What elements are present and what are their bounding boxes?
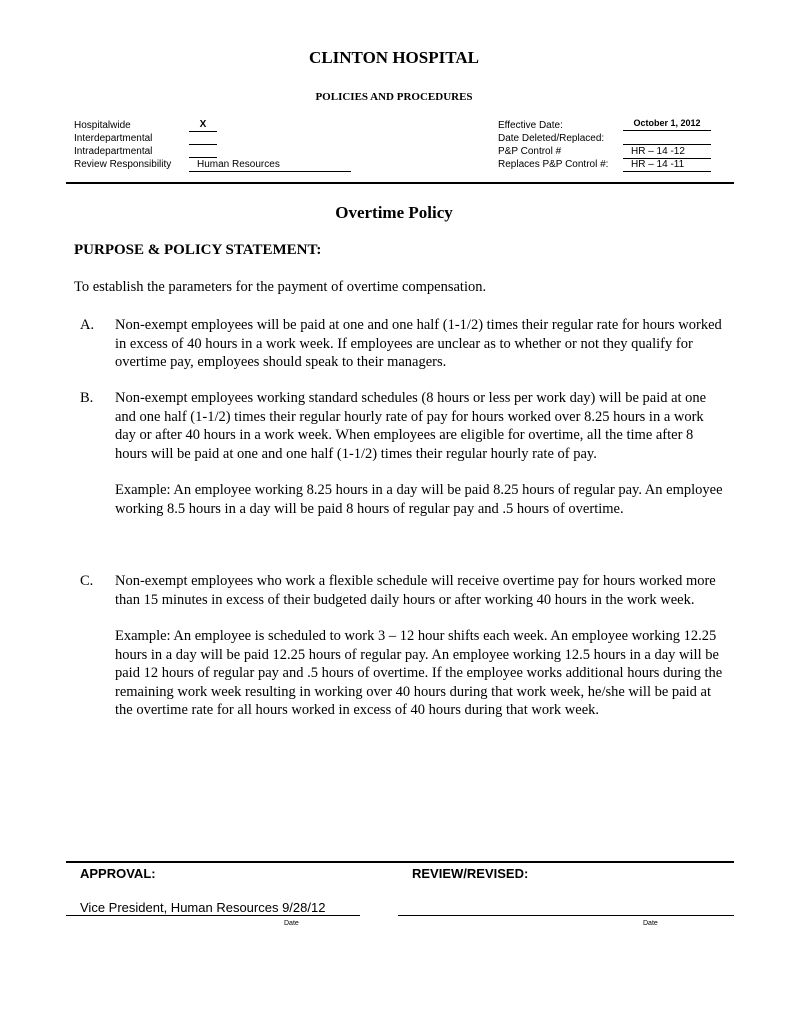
control-value: HR – 14 -12: [623, 145, 711, 159]
approval-label: APPROVAL:: [80, 866, 156, 881]
hospitalwide-label: Hospitalwide: [74, 120, 131, 131]
item-example: Example: An employee is scheduled to work 3 – 12 hour shifts each week. An employee working 12.25 hours in a day will be paid 12.25 hours of regular pay. An employee working 12.5 hours in a day will be paid 12 hours of regular pay and .5 hours of overtime. If the employee works additional hours during the remaining work week resulting in working over 40 hours during that work week, he/she will be paid at the overtime rate for all hours worked in excess of 40 hours during that work week.: [115, 628, 723, 718]
item-text: Non-exempt employees who work a flexible schedule will receive overtime pay for hours worked more than 15 minutes in excess of their budgeted daily hours or after working 40 hours in the work week.: [115, 573, 716, 608]
control-label: P&P Control #: [498, 146, 562, 157]
footer-divider: [66, 861, 734, 863]
approval-signature-line: [66, 915, 360, 916]
header-divider: [66, 182, 734, 184]
review-revised-label: REVIEW/REVISED:: [412, 866, 529, 881]
item-text: Non-exempt employees working standard schedules (8 hours or less per work day) will be paid at one and one half (1-1/2) times their regular hourly rate of pay for hours worked over 8.25 hours in a work day or after 40 hours in a work week. When employees are eligible for overtime, all the time after 8 hours will be paid at one and one half (1-1/2) times their regular hourly rate of pay.: [115, 390, 707, 462]
interdepartmental-line: [189, 144, 217, 145]
section-heading: PURPOSE & POLICY STATEMENT:: [74, 242, 322, 258]
date-deleted-label: Date Deleted/Replaced:: [498, 133, 605, 144]
replaces-value: HR – 14 -11: [623, 158, 711, 172]
item-text: Non-exempt employees will be paid at one and one half (1-1/2) times their regular rate for hours worked in excess of 40 hours in a work week. If employees are unclear as to whether or not they qualify for overtime pay, employees should speak to their managers.: [115, 317, 722, 370]
organization-name: CLINTON HOSPITAL: [309, 48, 479, 67]
policy-title: Overtime Policy: [335, 203, 453, 222]
item-letter: C.: [80, 573, 94, 589]
interdepartmental-label: Interdepartmental: [74, 133, 153, 144]
policy-item-b: [74, 389, 724, 518]
item-example: Example: An employee working 8.25 hours in a day will be paid 8.25 hours of regular pay. An employee working 8.5 hours in a day will be paid 8 hours of regular pay and .5 hours of overtime.: [115, 482, 723, 517]
review-signature-line: [398, 915, 734, 916]
replaces-label: Replaces P&P Control #:: [498, 159, 609, 170]
intro-statement: To establish the parameters for the payment of overtime compensation.: [74, 279, 487, 295]
approval-date-caption: Date: [284, 920, 299, 927]
policy-item-a: [74, 316, 724, 372]
review-responsibility-label: Review Responsibility: [74, 159, 172, 170]
document-type: POLICIES AND PROCEDURES: [315, 91, 473, 103]
item-letter: B.: [80, 390, 94, 406]
effective-date-value: October 1, 2012: [623, 117, 711, 131]
policy-item-c: [74, 572, 724, 720]
hospitalwide-value: X: [189, 118, 217, 132]
approver-signature: Vice President, Human Resources 9/28/12: [80, 900, 326, 915]
intradepartmental-label: Intradepartmental: [74, 146, 153, 157]
effective-date-label: Effective Date:: [498, 120, 563, 131]
item-letter: A.: [80, 317, 95, 333]
review-date-caption: Date: [643, 920, 658, 927]
review-responsibility-value: Human Resources: [189, 158, 351, 172]
